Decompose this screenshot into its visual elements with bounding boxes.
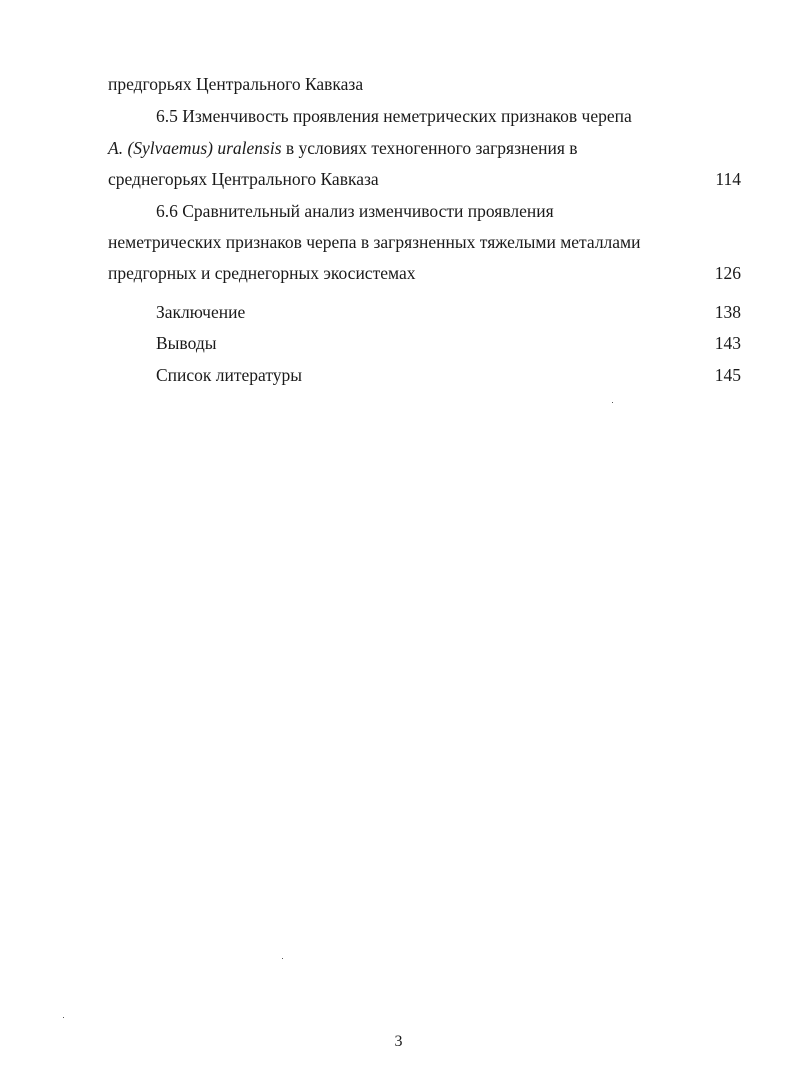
toc-section-6-6-page: 126 <box>714 263 741 283</box>
toc-conclusion-label: Заключение <box>156 302 246 322</box>
scan-speck <box>282 958 283 959</box>
toc-section-6-5-page: 114 <box>715 169 741 189</box>
species-name: A. (Sylvaemus) uralensis <box>108 138 282 158</box>
toc-continued-line: предгорьях Центрального Кавказа <box>108 74 364 94</box>
toc-findings-page: 143 <box>714 333 741 353</box>
scan-speck <box>63 1017 64 1018</box>
toc-findings-label: Выводы <box>156 333 217 353</box>
scan-speck <box>612 402 613 403</box>
toc-section-6-5-line2-rest: в условиях техногенного загрязнения в <box>281 138 578 158</box>
toc-conclusion-page: 138 <box>714 302 741 322</box>
toc-section-6-5-line3: среднегорьях Центрального Кавказа <box>108 169 379 189</box>
toc-section-6-6-line3: предгорных и среднегорных экосистемах <box>108 263 416 283</box>
page-number: 3 <box>394 1033 403 1050</box>
toc-references-page: 145 <box>714 365 741 385</box>
toc-section-6-5-line2 <box>108 137 578 159</box>
toc-section-6-6-line1: 6.6 Сравнительный анализ изменчивости проявления <box>156 201 554 221</box>
toc-section-6-6-line2: неметрических признаков черепа в загрязненных тяжелыми металлами <box>108 232 641 252</box>
toc-references-label: Список литературы <box>156 365 303 385</box>
toc-section-6-5-line1: 6.5 Изменчивость проявления неметрических признаков черепа <box>156 106 632 126</box>
